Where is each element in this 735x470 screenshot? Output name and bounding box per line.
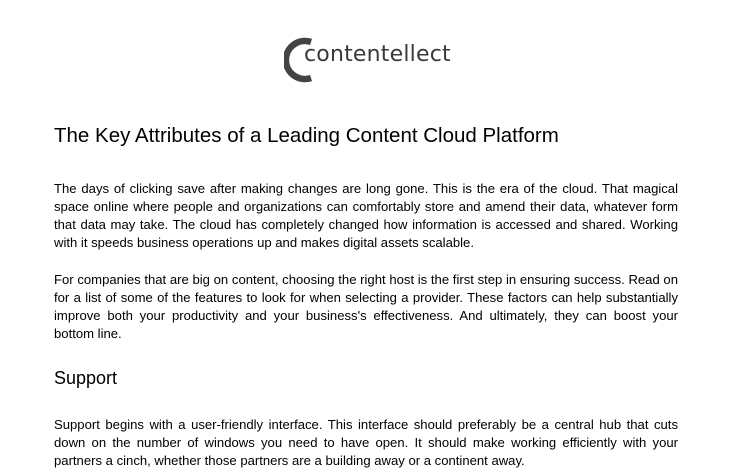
support-paragraph: Support begins with a user-friendly interface. This interface should preferably be a central hub that cuts down on the number of windows you need to have open. It should make working efficiently with your partners a cinch, whether those partners are a building away or a continent away.: [54, 417, 678, 468]
contentellect-logo: [284, 32, 454, 84]
document-title: The Key Attributes of a Leading Content Cloud Platform: [54, 124, 559, 147]
section-heading-support: Support: [54, 368, 118, 388]
body-paragraph: For companies that are big on content, choosing the right host is the first step in ensuring success. Read on for a list of some of the features to look for when selecting a provider. These factors can help substantially improve both your productivity and your business's effectiveness. And ultimately, they can boost your bottom line.: [54, 272, 678, 341]
logo-wordmark: contentellect: [304, 42, 451, 67]
intro-paragraph: The days of clicking save after making changes are long gone. This is the era of the cloud. That magical space online where people and organizations can comfortably store and amend their data, whatever form that data may take. The cloud has completely changed how information is accessed and shared. Working with it speeds business operations up and makes digital assets scalable.: [54, 181, 678, 250]
